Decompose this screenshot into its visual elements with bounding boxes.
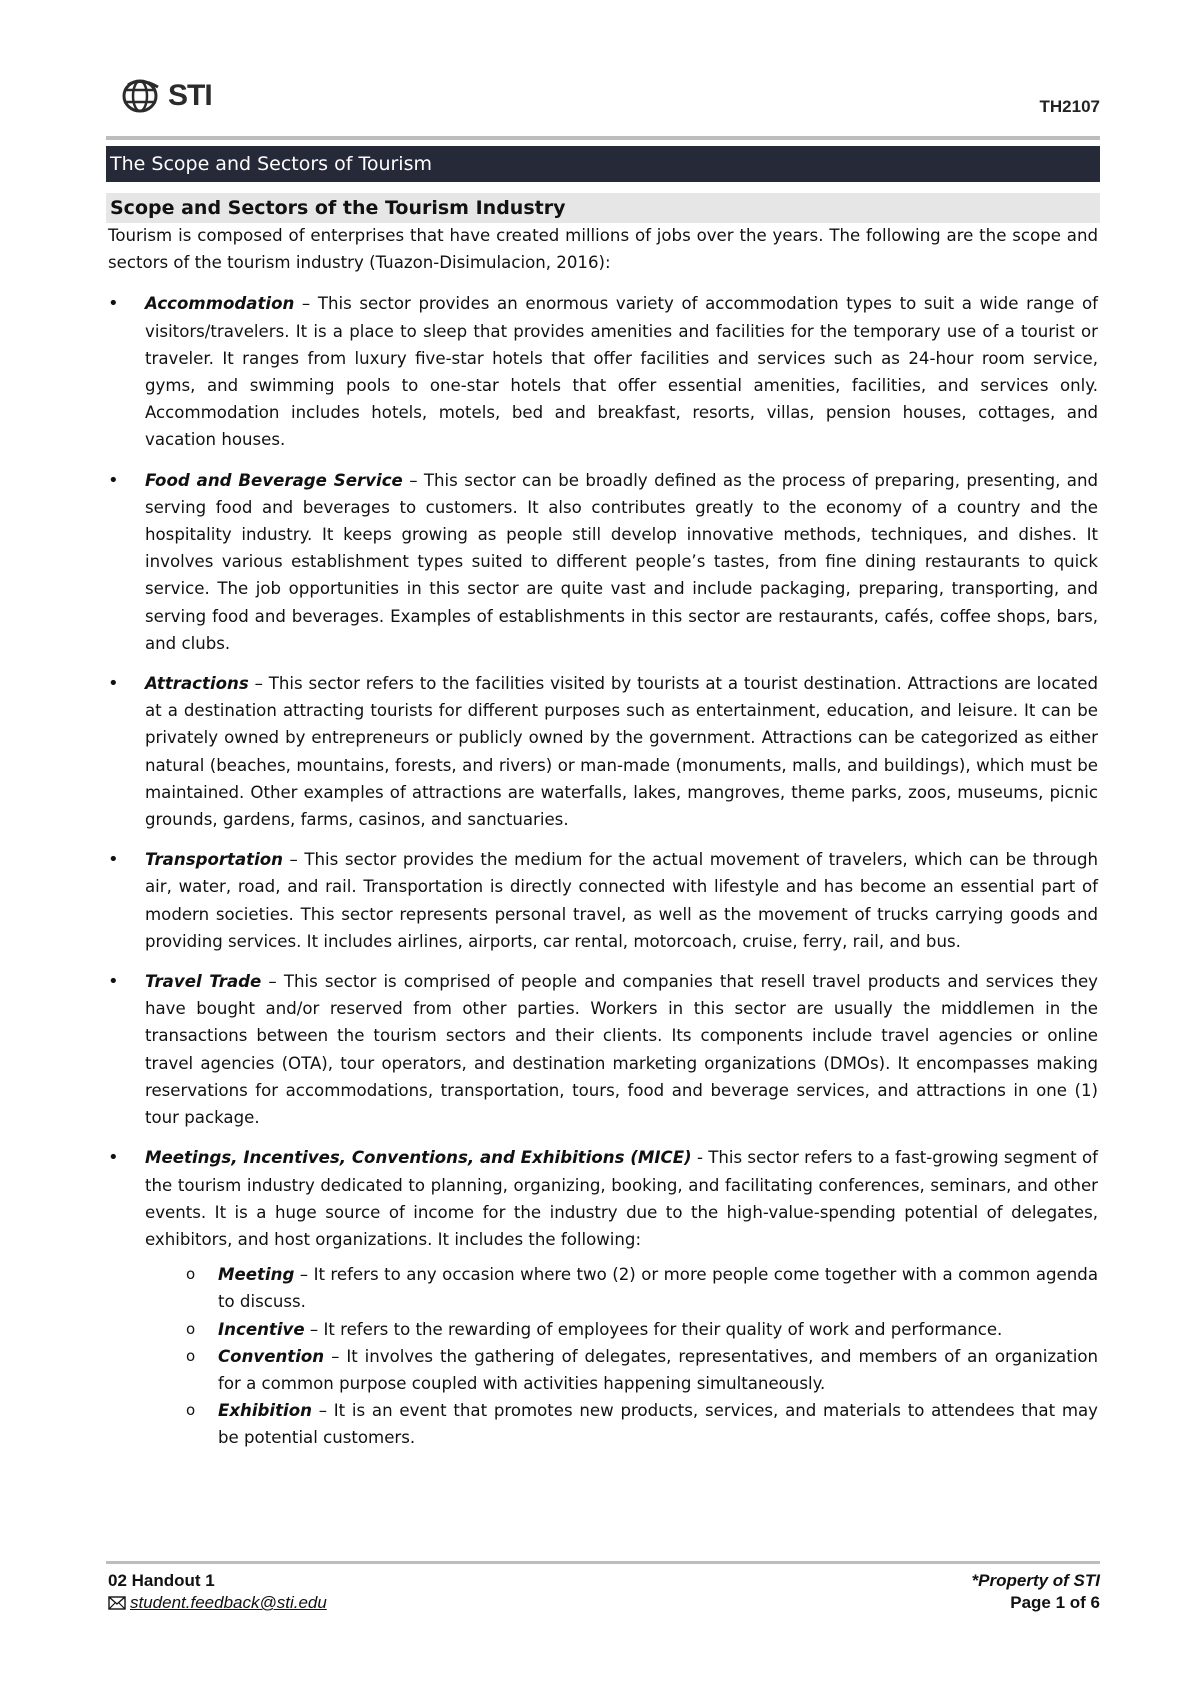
sector-description: – This sector is comprised of people and companies that resell travel products and services they have bought and/or reserved from other parties. Workers in this sector are usually the middlemen in the transactions between the tourism sectors and their clients. Its components include travel agencies or online travel agencies (OTA), tour operators, and destination marketing organizations (DMOs). It encompasses making reservations for accommodations, transportation, tours, food and beverage services, and attractions in one (1) tour package. — [145, 972, 1099, 1128]
mice-description: – It refers to any occasion where two (2) or more people come together with a common agenda to discuss. — [218, 1265, 1098, 1312]
sector-term: Travel Trade — [145, 972, 262, 992]
list-item-travel-trade — [108, 968, 1098, 1131]
section-heading: Scope and Sectors of the Tourism Industry — [106, 193, 1100, 223]
sector-term: Transportation — [145, 850, 283, 870]
sector-list — [108, 290, 1098, 1451]
body-content — [108, 222, 1098, 1465]
feedback-email-link[interactable]: student.feedback@sti.edu — [130, 1593, 327, 1612]
globe-icon — [122, 79, 162, 113]
page-title: The Scope and Sectors of Tourism — [106, 146, 1100, 182]
page-number: Page 1 of 6 — [1010, 1593, 1100, 1612]
sector-term: Attractions — [145, 674, 249, 694]
footer-left — [108, 1570, 327, 1614]
mice-description: – It refers to the rewarding of employees for their quality of work and performance. — [304, 1319, 1003, 1339]
sector-description: – This sector can be broadly defined as the process of preparing, presenting, and serving food and beverages to customers. It also contributes greatly to the economy of a country and the hospitality industry. It keeps growing as people still develop innovative methods, techniques, and dishes. It involves various establishment types suited to different people’s tastes, from fine dining restaurants to quick service. The job opportunities in this sector are quite vast and include packaging, preparing, transporting, and serving food and beverages. Examples of establishments in this sector are restaurants, cafés, coffee shops, bars, and clubs. — [145, 470, 1099, 653]
sector-term: Accommodation — [145, 294, 295, 314]
mice-description: – It is an event that promotes new products, services, and materials to attendees that may be potential customers. — [218, 1401, 1098, 1448]
sector-description: – This sector refers to the facilities visited by tourists at a tourist destination. Attractions are located at a destination attracting tourists for different purposes such as entertainment, education, and leisure. It can be privately owned by entrepreneurs or publicly owned by the government. Attractions can be categorized as either natural (beaches, mountains, forests, and rivers) or man-made (monuments, malls, and buildings), which must be maintained. Other examples of attractions are waterfalls, lakes, mangroves, theme parks, zoos, museums, picnic grounds, gardens, farms, casinos, and sanctuaries. — [145, 674, 1098, 830]
footer-divider — [106, 1561, 1100, 1564]
list-item-mice — [108, 1144, 1098, 1451]
logo-text: STI — [168, 79, 212, 112]
mice-term: Convention — [218, 1346, 325, 1366]
sector-description: – This sector provides an enormous variety of accommodation types to suit a wide range of visitors/travelers. It is a place to sleep that provides amenities and facilities for the temporary use of a tourist or traveler. It ranges from luxury five-star hotels that offer facilities and services such as 24-hour room service, gyms, and swimming pools to one-star hotels that offer essential amenities, facilities, and services only. Accommodation includes hotels, motels, bed and breakfast, resorts, villas, pension houses, cottages, and vacation houses. — [145, 294, 1098, 450]
intro-paragraph: Tourism is composed of enterprises that have created millions of jobs over the years. The following are the scope and sectors of the tourism industry (Tuazon-Disimulacion, 2016): — [108, 226, 1098, 273]
sublist-item-exhibition — [145, 1397, 1098, 1451]
sector-description: - This sector refers to a fast-growing segment of the tourism industry dedicated to planning, organizing, booking, and facilitating conferences, seminars, and other events. It is a huge source of income for the industry due to the high-value-spending potential of delegates, exhibitors, and host organizations. It includes the following: — [145, 1148, 1098, 1249]
document-code: TH2107 — [1039, 97, 1100, 116]
sector-term: Food and Beverage Service — [145, 470, 403, 490]
list-item-attractions — [108, 670, 1098, 833]
sector-term: Meetings, Incentives, Conventions, and Exhibitions (MICE) — [145, 1148, 692, 1168]
footer-right — [972, 1570, 1100, 1614]
mice-term: Exhibition — [218, 1401, 312, 1421]
mice-description: – It involves the gathering of delegates, representatives, and members of an organization for a common purpose coupled with activities happening simultaneously. — [218, 1346, 1098, 1393]
mice-sublist — [145, 1261, 1098, 1451]
feedback-contact — [108, 1592, 327, 1614]
sublist-item-convention — [145, 1343, 1098, 1397]
handout-label: 02 Handout 1 — [108, 1571, 215, 1590]
sti-logo — [122, 78, 212, 114]
sublist-item-incentive — [145, 1316, 1098, 1343]
mice-term: Incentive — [218, 1319, 305, 1339]
sublist-item-meeting — [145, 1261, 1098, 1315]
header-divider — [106, 136, 1100, 140]
list-item-accommodation — [108, 290, 1098, 453]
envelope-icon — [108, 1596, 126, 1610]
mice-term: Meeting — [218, 1265, 295, 1285]
property-note: *Property of STI — [971, 1571, 1100, 1590]
list-item-transportation — [108, 846, 1098, 955]
list-item-food-and-beverage — [108, 467, 1098, 657]
sector-description: – This sector provides the medium for the actual movement of travelers, which can be through air, water, road, and rail. Transportation is directly connected with lifestyle and has become an essential part of modern societies. This sector represents personal travel, as well as the movement of trucks carrying goods and providing services. It includes airlines, airports, car rental, motorcoach, cruise, ferry, rail, and bus. — [145, 850, 1098, 951]
